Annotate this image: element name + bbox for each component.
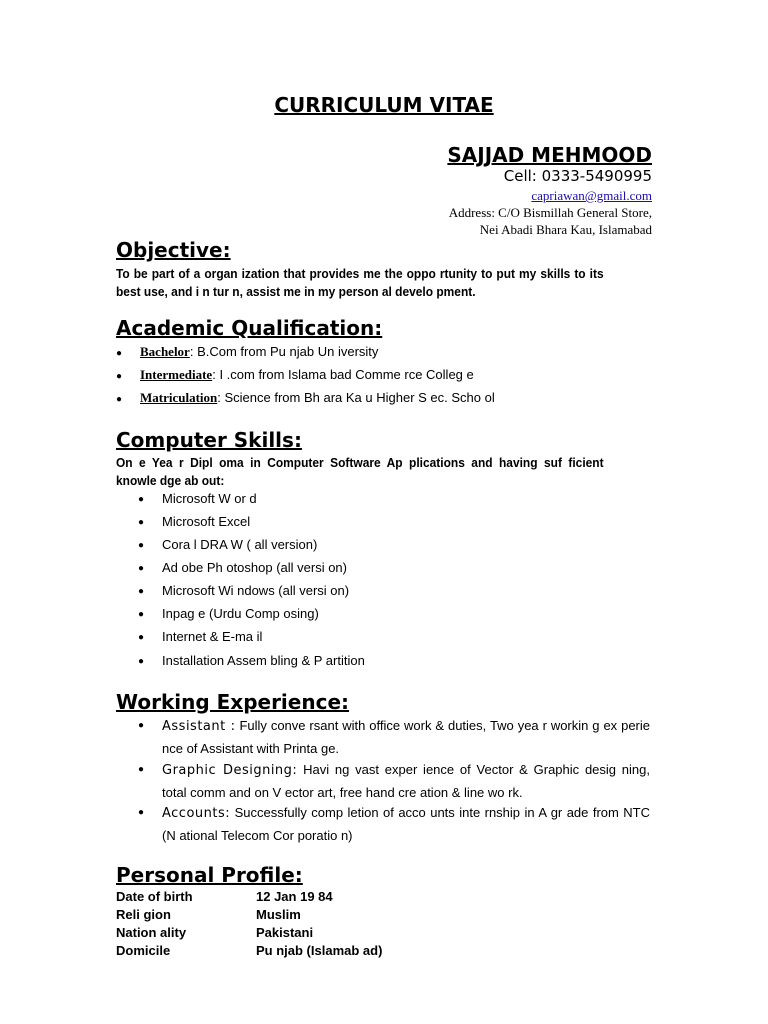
bullet-icon: ● xyxy=(116,347,123,359)
profile-value: Pu njab (Islamab ad) xyxy=(256,943,383,958)
skill-label: Internet & E-ma il xyxy=(162,629,263,644)
skill-label: Installation Assem bling & P artition xyxy=(162,653,365,668)
work-item xyxy=(138,802,650,847)
profile-value: Pakistani xyxy=(256,925,314,940)
bullet-icon: ● xyxy=(138,540,145,552)
academic-item: ● Intermediate: I .com from Islama bad Comme rce Colleg e xyxy=(116,367,474,382)
academic-item: ● Matriculation: Science from Bh ara Ka u Higher S ec. Scho ol xyxy=(116,390,495,405)
skill-item xyxy=(138,606,319,621)
objective-heading: Objective: xyxy=(116,238,231,262)
profile-row xyxy=(116,925,313,940)
personal-profile-heading: Personal Profile: xyxy=(116,863,303,887)
skill-label: Ad obe Ph otoshop (all versi on) xyxy=(162,560,347,575)
academic-item: ● Bachelor: B.Com from Pu njab Un iversity xyxy=(116,344,379,359)
bullet-icon: ● xyxy=(138,563,145,575)
bullet-icon: ● xyxy=(138,586,145,598)
profile-row xyxy=(116,943,382,958)
profile-value: 12 Jan 19 84 xyxy=(256,889,333,904)
skill-item xyxy=(138,653,365,668)
academic-detail: Science from Bh ara Ka u Higher S ec. Scho ol xyxy=(224,390,495,405)
skill-item xyxy=(138,491,257,506)
email-link[interactable]: capriawan@gmail.com xyxy=(531,188,652,203)
skill-item xyxy=(138,514,250,529)
profile-key: Domicile xyxy=(116,943,171,958)
skill-item xyxy=(138,537,317,552)
bullet-icon: ● xyxy=(138,517,145,529)
bullet-icon: ● xyxy=(138,720,145,731)
address-line-1: Address: C/O Bismillah General Store, xyxy=(448,205,652,220)
computer-skills-intro: On e Yea r Dipl oma in Computer Software Ap plications and having suf ficient knowle dge ab out: xyxy=(116,455,604,488)
bullet-icon: ● xyxy=(138,494,145,506)
bullet-icon: ● xyxy=(138,656,145,668)
profile-key: Date of birth xyxy=(116,889,193,904)
objective-text: To be part of a organ ization that provides me the oppo rtunity to put my skills to its best use, and i n tur n, assist me in my person al develo pment. xyxy=(116,266,604,299)
academic-detail: I .com from Islama bad Comme rce Colleg e xyxy=(219,367,474,382)
work-detail: Fully conve rsant with office work & duties, Two yea r workin g ex perie nce of Assistant with Printa ge. xyxy=(162,718,650,756)
profile-row xyxy=(116,889,333,904)
bullet-icon: ● xyxy=(138,764,145,775)
work-label: Graphic Designing: xyxy=(162,763,298,778)
academic-label: Intermediate xyxy=(140,367,213,382)
skill-label: Microsoft W or d xyxy=(162,491,257,506)
work-detail: Successfully comp letion of acco unts inte rnship in A gr ade from NTC (N ational Telecom Cor poratio n) xyxy=(162,805,650,843)
skill-item xyxy=(138,560,347,575)
candidate-name: SAJJAD MEHMOOD xyxy=(447,143,652,167)
academic-label: Bachelor xyxy=(140,344,190,359)
bullet-icon: ● xyxy=(138,609,145,621)
profile-row xyxy=(116,907,301,922)
skill-item xyxy=(138,583,349,598)
profile-key: Reli gion xyxy=(116,907,171,922)
academic-label: Matriculation xyxy=(140,390,218,405)
computer-skills-heading: Computer Skills: xyxy=(116,428,302,452)
skill-label: Inpag e (Urdu Comp osing) xyxy=(162,606,319,621)
skill-item xyxy=(138,629,262,644)
academic-heading: Academic Qualification: xyxy=(116,316,383,340)
bullet-icon: ● xyxy=(116,393,123,405)
bullet-icon: ● xyxy=(116,370,123,382)
work-label: Accounts: xyxy=(162,806,231,821)
skill-label: Cora l DRA W ( all version) xyxy=(162,537,318,552)
work-label: Assistant : xyxy=(162,719,236,734)
work-detail: Havi ng vast exper ience of Vector & Graphic desig ning, total comm and on V ector art, free hand cre ation & line wo rk. xyxy=(162,762,650,800)
phone-number: Cell: 0333-5490995 xyxy=(503,167,652,185)
work-item xyxy=(138,759,650,804)
bullet-icon: ● xyxy=(138,632,145,644)
address-line-2: Nei Abadi Bhara Kau, Islamabad xyxy=(479,222,652,237)
skill-label: Microsoft Wi ndows (all versi on) xyxy=(162,583,350,598)
work-experience-heading: Working Experience: xyxy=(116,690,350,714)
bullet-icon: ● xyxy=(138,807,145,818)
academic-detail: B.Com from Pu njab Un iversity xyxy=(197,344,379,359)
work-item xyxy=(138,715,650,760)
profile-value: Muslim xyxy=(256,907,301,922)
skill-label: Microsoft Excel xyxy=(162,514,251,529)
document-title: CURRICULUM VITAE xyxy=(274,93,494,117)
profile-key: Nation ality xyxy=(116,925,187,940)
